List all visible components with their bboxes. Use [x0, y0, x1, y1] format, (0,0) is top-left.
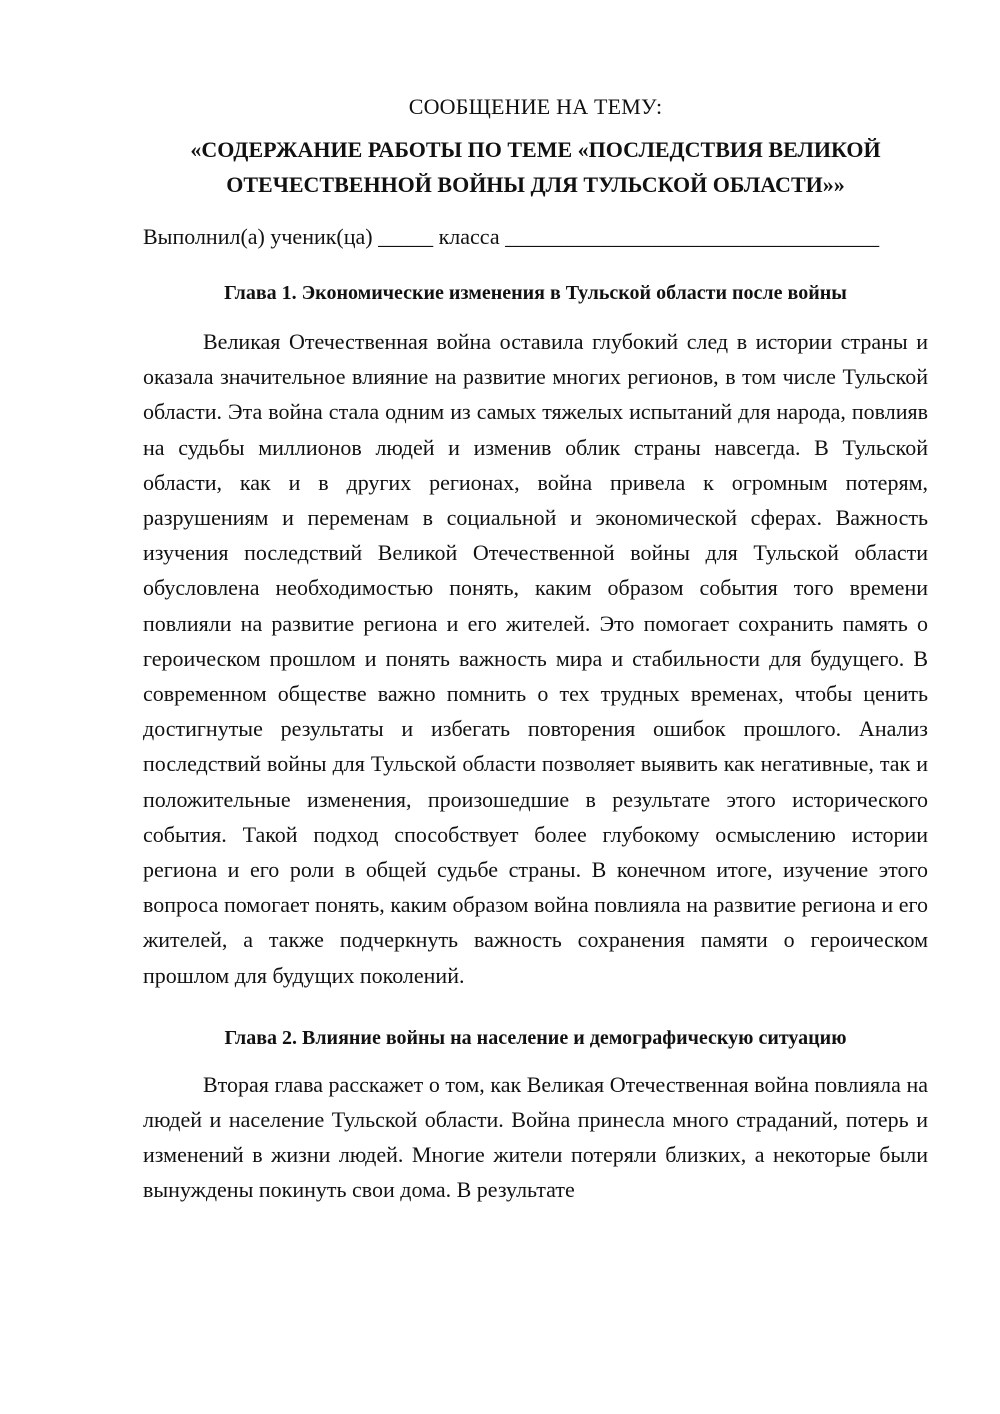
document-page [143, 92, 928, 1208]
chapter-2-paragraph: Вторая глава расскажет о том, как Великая Отечественная война повлияла на людей и население Тульской области. Война принесла много страданий, потерь и изменений в жизни людей. Многие жители потеряли близких, а некоторые были вынуждены покинуть свои дома. В результате [143, 1071, 928, 1203]
chapter-2-heading: Глава 2. Влияние войны на население и демографическую ситуацию [224, 1026, 847, 1049]
chapter-1-heading: Глава 1. Экономические изменения в Тульской области после войны [224, 282, 847, 304]
document-kicker: СООБЩЕНИЕ НА ТЕМУ: [408, 94, 663, 119]
chapter-1-paragraph: Великая Отечественная война оставила глубокий след в истории страны и оказала значительное влияние на развитие многих регионов, в том числе Тульской области. Эта война стала одним из самых тяжелых испытаний для народа, повлияв на судьбы миллионов людей и изменив облик страны навсегда. В Тульской области, как и в других регионах, война привела к огромным потерям, разрушениям и переменам в социальной и экономической сферах. Важность изучения последствий Великой Отечественной войны для Тульской области обусловлена необходимостью понять, каким образом события того времени повлияли на развитие региона и его жителей. Это помогает сохранить память о героическом прошлом и понять важность мира и стабильности для будущего. В современном обществе важно помнить о тех трудных временах, чтобы ценить достигнутые результаты и избегать повторения ошибок прошлого. Анализ последствий войны для Тульской области позволяет выявить как негативные, так и положительные изменения, произошедшие в результате этого исторического события. Такой подход способствует более глубокому осмыслению истории региона и его роли в общей судьбе страны. В конечном итоге, изучение этого вопроса помогает понять, каким образом война повлияла на развитие региона и его жителей, а также подчеркнуть важность сохранения памяти о героическом прошлом для будущих поколений. [143, 329, 928, 988]
document-title [143, 132, 928, 202]
author-line: Выполнил(а) ученик(ца) _____ класса __________________________________ [143, 224, 880, 249]
document-title-line-1: «СОДЕРЖАНИЕ РАБОТЫ ПО ТЕМЕ «ПОСЛЕДСТВИЯ ВЕЛИКОЙ [190, 137, 881, 162]
document-title-line-2: ОТЕЧЕСТВЕННОЙ ВОЙНЫ ДЛЯ ТУЛЬСКОЙ ОБЛАСТИ»» [226, 172, 845, 197]
